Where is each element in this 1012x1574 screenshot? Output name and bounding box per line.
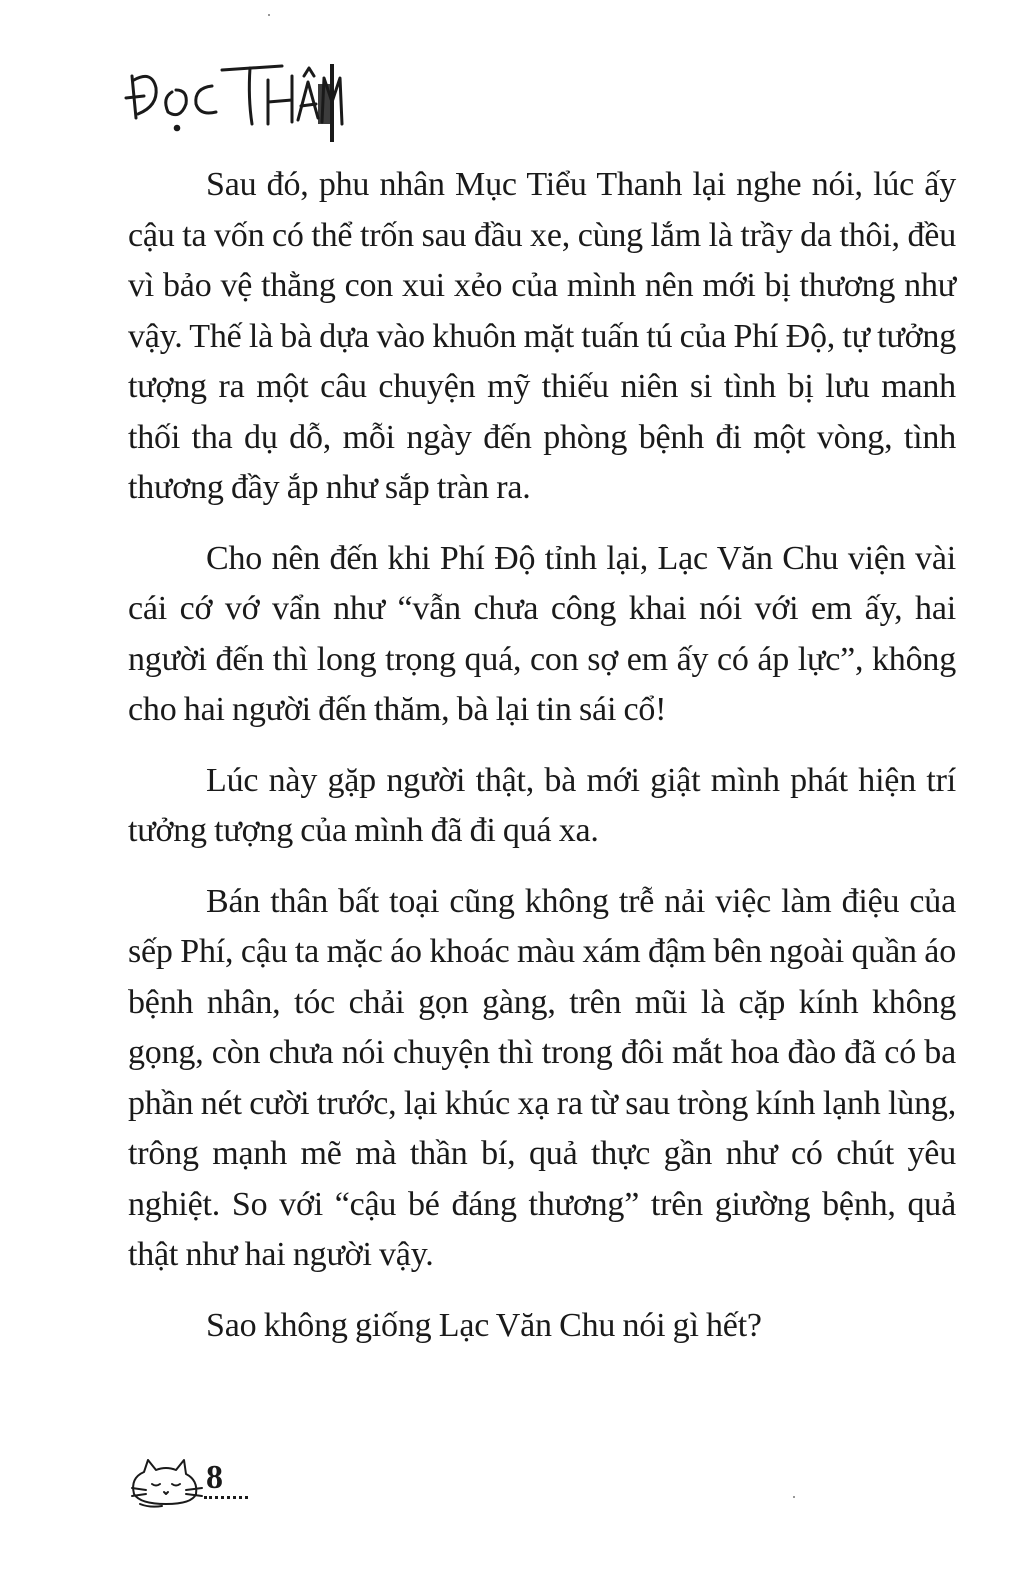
paragraph: Sau đó, phu nhân Mục Tiểu Thanh lại nghe nói, lúc ấy cậu ta vốn có thể trốn sau đầu xe, cùng lắm là trầy da thôi, đều vì bảo vệ thằng con xui xẻo của mình nên mới bị thương như vậy. Thế là bà dựa vào khuôn mặt tuấn tú của Phí Độ, tự tưởng tượng ra một câu chuyện mỹ thiếu niên si tình bị lưu manh thối tha dụ dỗ, mỗi ngày đến phòng bệnh đi một vòng, tình thương đầy ắp như sắp tràn ra.	[128, 166, 956, 506]
paragraph: Lúc này gặp người thật, bà mới giật mình phát hiện trí tưởng tượng của mình đã đi quá xa.	[128, 761, 956, 849]
paragraph: Sao không giống Lạc Văn Chu nói gì hết?	[206, 1306, 762, 1344]
page-footer	[126, 1450, 326, 1520]
scan-speck	[793, 1496, 795, 1498]
chapter-body	[128, 160, 956, 1371]
chapter-header-logo	[122, 58, 352, 148]
handwritten-title-logo-icon	[122, 58, 352, 148]
scan-speck	[268, 14, 270, 16]
page-number-underline	[204, 1492, 248, 1499]
paragraph: Bán thân bất toại cũng không trễ nải việc làm điệu của sếp Phí, cậu ta mặc áo khoác màu xám đậm bên ngoài quần áo bệnh nhân, tóc chải gọn gàng, trên mũi là cặp kính không gọng, còn chưa nói chuyện thì trong đôi mắt hoa đào đã có ba phần nét cười trước, lại khúc xạ ra từ sau tròng kính lạnh lùng, trông mạnh mẽ mà thần bí, quả thực gần như có chút yêu nghiệt. So với “cậu bé đáng thương” trên giường bệnh, quả thật như hai người vậy.	[128, 882, 956, 1273]
page-number: 8	[206, 1459, 223, 1496]
paragraph: Cho nên đến khi Phí Độ tỉnh lại, Lạc Văn Chu viện vài cái cớ vớ vẩn như “vẫn chưa công khai nói với em ấy, hai người đến thì long trọng quá, con sợ em ấy có áp lực”, không cho hai người đến thăm, bà lại tin sái cổ!	[128, 539, 956, 728]
sleeping-cat-icon	[126, 1450, 206, 1510]
